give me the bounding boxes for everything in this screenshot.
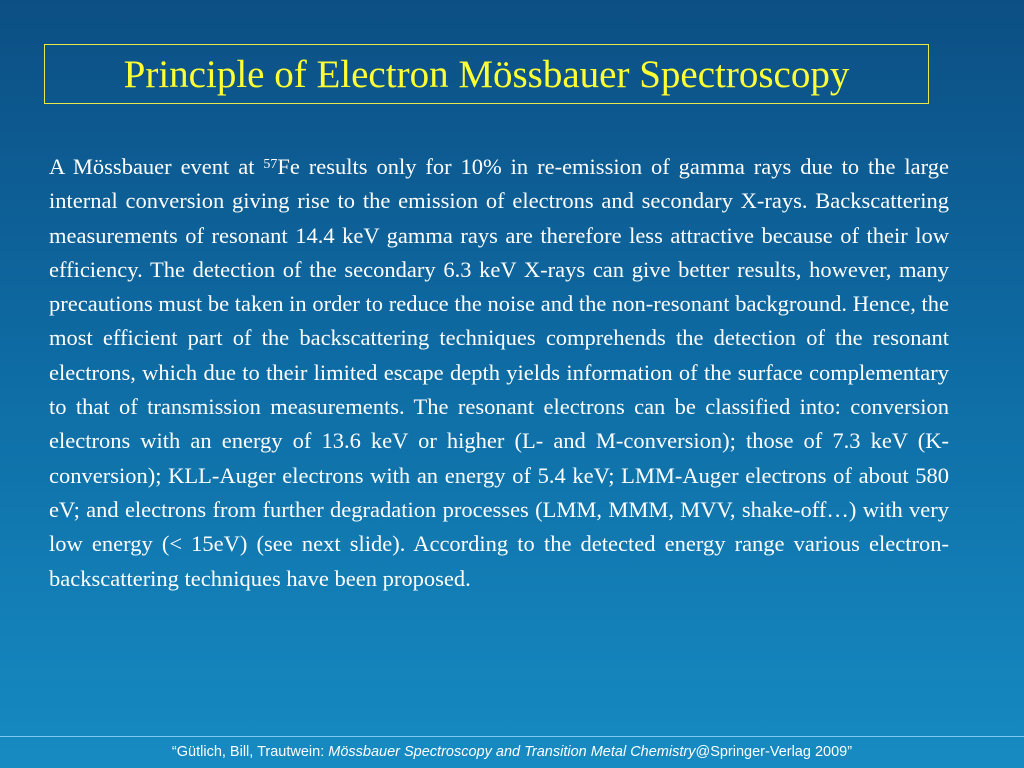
title-box (44, 44, 929, 104)
footer-book-title: Mössbauer Spectroscopy and Transition Metal Chemistry (328, 744, 696, 760)
body-lead: A Mössbauer event at (49, 154, 264, 179)
body-paragraph (49, 150, 949, 596)
isotope-superscript: 57 (263, 156, 278, 172)
footer-divider (0, 736, 1024, 737)
footer-citation (0, 742, 1024, 762)
footer-suffix: @Springer-Verlag 2009” (695, 744, 853, 760)
footer-prefix: “Gütlich, Bill, Trautwein: (171, 744, 329, 760)
body-main: Fe results only for 10% in re-emission of gamma rays due to the large internal conversion giving rise to the emission of electrons and secondary X-rays. Backscattering measurements of resonant 14.4 keV gamma rays are therefore less attractive because of their low efficiency. The detection of the secondary 6.3 keV X-rays can give better results, however, many precautions must be taken in order to reduce the noise and the non-resonant background. Hence, the most efficient part of the backscattering techniques comprehends the detection of the resonant electrons, which due to their limited escape depth yields information of the surface complementary to that of transmission measurements. The resonant electrons can be classified into: conversion electrons with an energy of 13.6 keV or higher (L- and M-conversion); those of 7.3 keV (K-conversion); KLL-Auger electrons with an energy of 5.4 keV; LMM-Auger electrons of about 580 eV; and electrons from further degradation processes (LMM, MMM, MVV, shake-off…) with very low energy (< 15eV) (see next slide). According to the detected energy range various electron-backscattering techniques have been proposed. (49, 154, 949, 591)
slide-title: Principle of Electron Mössbauer Spectroscopy (123, 52, 850, 96)
